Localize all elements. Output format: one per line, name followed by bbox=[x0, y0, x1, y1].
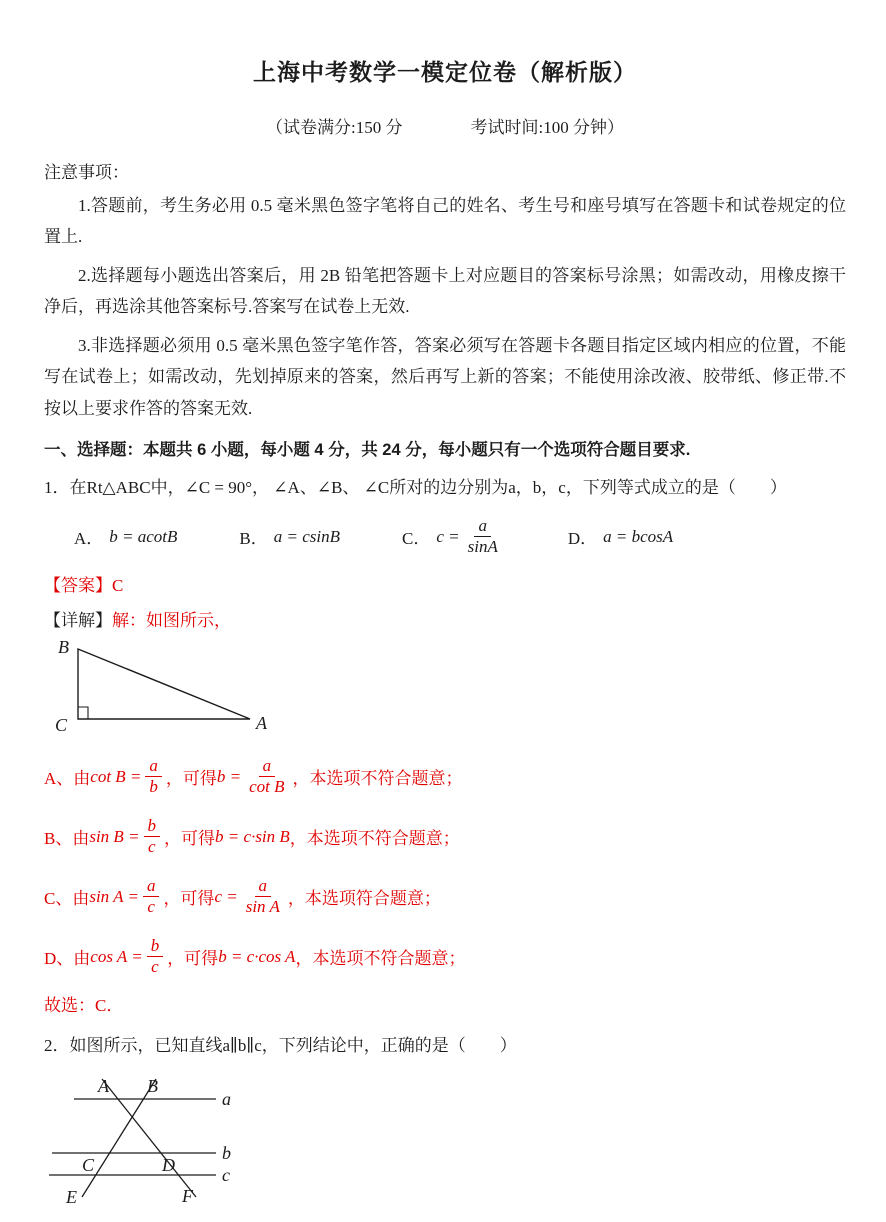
vertex-label-b: B bbox=[58, 636, 69, 657]
question-2-stem: 2．如图所示，已知直线a∥b∥c，下列结论中，正确的是（ ） bbox=[44, 1035, 517, 1055]
step-d-formula2: b = c·cos A bbox=[218, 946, 296, 966]
step-d-formula1-lhs: cos A = bbox=[90, 946, 143, 966]
point-label-d: D bbox=[162, 1154, 175, 1175]
step-a-fraction1 bbox=[145, 756, 162, 798]
step-c-fraction2 bbox=[242, 876, 284, 918]
fraction-numerator: b bbox=[144, 816, 161, 837]
step-b-head: B、由 bbox=[44, 829, 90, 849]
detail-line bbox=[44, 606, 846, 631]
option-c-lhs: c = bbox=[436, 526, 460, 546]
notice-item-2: 2.选择题每小题选出答案后，用 2B 铅笔把答题卡上对应题目的答案标号涂黑；如需改动，用橡皮擦干净后，再选涂其他答案标号.答案写在试卷上无效. bbox=[44, 265, 846, 317]
step-b-tail: ，本选项不符合题意； bbox=[289, 829, 460, 849]
line-c-label: c bbox=[222, 1164, 230, 1185]
line-b-label: b bbox=[222, 1142, 231, 1163]
option-b-label: B． bbox=[239, 529, 268, 549]
fraction-denominator: c bbox=[148, 837, 156, 857]
line-a-label: a bbox=[222, 1088, 231, 1109]
solution-conclusion: 故选：C． bbox=[44, 995, 124, 1015]
step-a-formula1-lhs: cot B = bbox=[90, 766, 142, 786]
notice-item-3: 3.非选择题必须用 0.5 毫米黑色签字笔作答，答案必须写在答题卡各题目指定区域内相应的位置，不能写在试卷上；如需改动，先划掉原来的答案，然后再写上新的答案；不能使用涂改液、胶带纸、修正带.不按以上要求作答的答案无效. bbox=[44, 335, 846, 418]
option-a-label: A． bbox=[74, 529, 104, 549]
triangle-outline bbox=[78, 649, 250, 719]
fraction-denominator: c bbox=[151, 957, 159, 977]
option-d-label: D． bbox=[567, 529, 598, 549]
vertex-label-a: A bbox=[256, 712, 267, 733]
step-d-fraction1 bbox=[147, 936, 164, 978]
option-c-fraction bbox=[464, 516, 502, 558]
option-a bbox=[74, 524, 177, 549]
step-c-formula1-lhs: sin A = bbox=[89, 886, 139, 906]
detail-intro: 解：如图所示， bbox=[112, 610, 231, 630]
transversal-1 bbox=[82, 1079, 156, 1197]
exam-meta-line: （试卷满分:150 分 考试时间:100 分钟） bbox=[266, 118, 624, 137]
section-heading-multiple-choice: 一、选择题：本题共 6 小题，每小题 4 分，共 24 分，每小题只有一个选项符合题目要求. bbox=[44, 441, 691, 460]
vertex-label-c: C bbox=[55, 714, 68, 735]
option-b bbox=[239, 524, 340, 549]
fraction-denominator: cot B bbox=[249, 777, 285, 797]
point-label-c: C bbox=[82, 1154, 95, 1175]
option-c bbox=[402, 516, 506, 558]
answer-line bbox=[44, 571, 846, 596]
step-b-formula2: b = c·sin B bbox=[215, 826, 290, 846]
step-c-head: C、由 bbox=[44, 889, 90, 909]
solution-step-a bbox=[44, 755, 846, 799]
detail-label: 【详解】 bbox=[44, 610, 112, 630]
step-c-mid: ，可得 bbox=[163, 889, 215, 909]
step-d-tail: ，本选项不符合题意； bbox=[295, 949, 466, 969]
answer-label: 【答案】 bbox=[44, 575, 112, 595]
right-angle-mark bbox=[78, 707, 88, 719]
page-title: 上海中考数学一模定位卷（解析版） bbox=[253, 60, 637, 85]
step-c-tail: ，本选项符合题意； bbox=[287, 889, 441, 909]
notice-heading: 注意事项： bbox=[44, 163, 129, 182]
fraction-numerator: a bbox=[474, 516, 491, 537]
point-label-a: A bbox=[98, 1075, 109, 1096]
option-c-label: C． bbox=[402, 529, 431, 549]
parallel-lines-figure bbox=[44, 1071, 259, 1206]
step-a-fraction2 bbox=[245, 756, 288, 798]
option-a-formula: b = acotB bbox=[109, 526, 178, 546]
step-a-tail: ，本选项不符合题意； bbox=[292, 769, 463, 789]
option-b-formula: a = csinB bbox=[273, 526, 340, 546]
step-d-head: D、由 bbox=[44, 949, 91, 969]
question-1-options bbox=[74, 515, 846, 559]
step-b-formula1-lhs: sin B = bbox=[89, 826, 140, 846]
fraction-numerator: a bbox=[259, 756, 276, 777]
fraction-denominator: sinA bbox=[467, 537, 498, 557]
step-a-head: A、由 bbox=[44, 769, 91, 789]
solution-step-d bbox=[44, 935, 846, 979]
point-label-f: F bbox=[182, 1185, 193, 1206]
point-label-e: E bbox=[66, 1186, 77, 1206]
fraction-numerator: a bbox=[145, 756, 162, 777]
transversal-2 bbox=[102, 1079, 196, 1197]
point-label-b: B bbox=[147, 1075, 158, 1096]
fraction-numerator: b bbox=[147, 936, 164, 957]
step-a-formula2-lhs: b = bbox=[216, 766, 242, 786]
step-c-formula2-lhs: c = bbox=[214, 886, 238, 906]
step-a-mid: ，可得 bbox=[165, 769, 217, 789]
fraction-numerator: a bbox=[255, 876, 272, 897]
right-triangle-figure bbox=[50, 637, 280, 739]
fraction-denominator: sin A bbox=[245, 897, 280, 917]
step-d-mid: ，可得 bbox=[167, 949, 219, 969]
notice-item-1: 1.答题前，考生务必用 0.5 毫米黑色签字笔将自己的姓名、考生号和座号填写在答题卡和试卷规定的位置上. bbox=[44, 196, 846, 247]
option-d-formula: a = bcosA bbox=[603, 526, 674, 546]
solution-step-b bbox=[44, 815, 846, 859]
step-b-mid: ，可得 bbox=[164, 829, 216, 849]
solution-step-c bbox=[44, 875, 846, 919]
question-1-stem: 1．在Rt△ABC中，∠C = 90°， ∠A、∠B、 ∠C所对的边分别为a，b，c，下列等式成立的是（ ） bbox=[44, 478, 787, 498]
fraction-denominator: c bbox=[147, 897, 155, 917]
option-d bbox=[568, 524, 673, 549]
fraction-denominator: b bbox=[149, 777, 158, 797]
answer-value: C bbox=[112, 575, 124, 595]
fraction-numerator: a bbox=[143, 876, 160, 897]
step-b-fraction1 bbox=[144, 816, 161, 858]
step-c-fraction1 bbox=[143, 876, 160, 918]
